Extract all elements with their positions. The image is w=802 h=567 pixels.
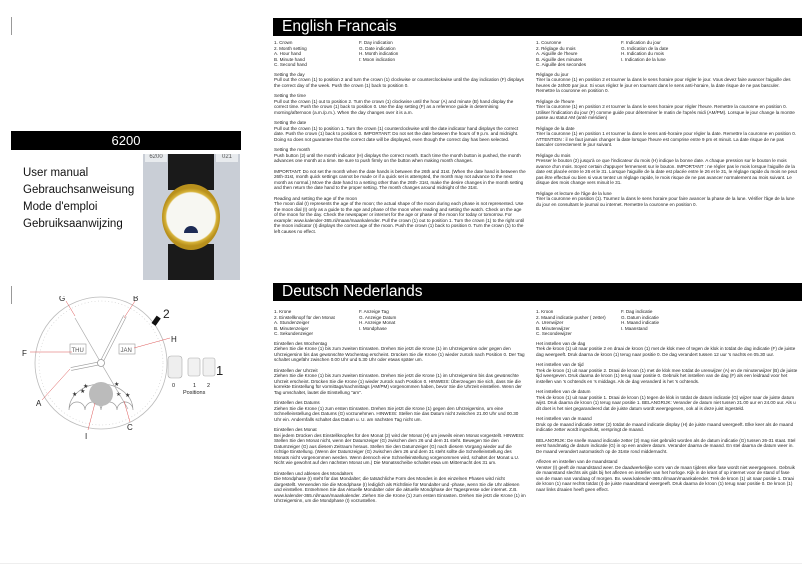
- paragraph-body: Presser le bouton (2) jusqu'à ce que l'indicateur du mois (H) indique la bonne date. A chaque pression sur le bouton le mois avance d'un mois. Soyez certain d'appuyer fermement sur le bouton. IMPORTANT : ne régler pas le mois lorsque l'aiguille de la date est placée entre le 26 et le 31. Lorsque l'aiguille de la date est placée entre le 26 et le 31, le réglage rapide du mois ne peut pas être effectué ou bien si vous tentez un réglage rapide, le mois risque de ne pas avancer normalement au mois suivant. Le disque des mois change vers minuit le 31.: [536, 158, 797, 185]
- paragraph-body: Ziehen Sie die Krone (1) bis zum zweiten Einrasten. Drehen Sie jetzt die Krone (1) im Uhrzeigersinn bis das gewünschte Uhrzeit erscheint. Drücken Sie die Krone (1) wieder zurück nach Position 0. HINWEIS: Überzeugen Sie sich, dass Sie die korrekte Einstellung für vormittags/nachmittags (AM/PM) vorgenommen haben, bevor Sie die Uhrzeit einstellen. Wenn der Tag umschaltet, lautet die Einstellung "am".: [274, 373, 522, 395]
- model-number-banner: [11, 131, 241, 150]
- paragraph-body: Trek de kroon (1) uit naar positie 2 en draai de kroon (1) met de klok mee of tegen de klok in totdat de dag indicatie (F) de juiste dag weergeeft. Druk daarna de kroon (1) terug naar positie 0. De dag verandert tussen 12 uur 's nachts en 05.30 uur.: [536, 346, 796, 357]
- paragraph-body: IMPORTANT: Do not set the month when the date hands is between the 26th and 31st. (When the date hand is between the 26th-31st, month quick settings cannot be made or if a quick set is attempted, the month may not advance to the next month as normal.) Move the date hand to a setting other than the 26th- 31st, make the desire changes in the month setting and then return the date hand to the proper setting. The month changes around midnight of the 31st.: [274, 168, 526, 190]
- english-legend: [274, 40, 444, 68]
- paragraph-heading: Het instellen van de datum: [536, 389, 591, 394]
- paragraph-heading: Réglage de la date: [536, 125, 575, 131]
- legend-item: I. Maanstand: [621, 325, 648, 331]
- label-b: B: [133, 296, 139, 303]
- label-c: C: [127, 423, 133, 432]
- paragraph-heading: Setting the date: [274, 120, 307, 125]
- legend-item: B. Minutenzeiger: [274, 325, 309, 331]
- dutch-column: [536, 309, 798, 497]
- moon-phase-window: [184, 226, 198, 233]
- legend-item: B. Minutenwijzer: [536, 325, 570, 331]
- paragraph-heading: Einstellen des Datums: [274, 400, 320, 405]
- legend-item: I. Mondphase: [359, 325, 387, 331]
- german-legend: [274, 309, 444, 337]
- legend-item: G. Datum indicatie: [621, 314, 659, 320]
- positions-label: Positions: [183, 390, 206, 396]
- manual-titles: [23, 165, 134, 233]
- paragraph-heading: Het instellen van de tijd: [536, 362, 584, 367]
- legend-item: B. Aiguille des minutes: [536, 56, 583, 62]
- photo-tag-left: 6200: [145, 154, 167, 162]
- paragraph-heading: Aflezen en instellen van de maandstand: [536, 459, 618, 464]
- english-column: [274, 40, 526, 239]
- label-h: H: [171, 335, 177, 344]
- paragraph-body: Venster (I) geeft de maandstand weer. De daadwerkelijke vorm van de maan tijdens elke fase wordt niet weergegeven. Gebruik de maanstand slechts als gids bij het aflezen en instellen van het horloge. Kijk in de krant of op internet voor de stand of fase van de maan van vandaag of morgen. Bv. www.kalender-365.nl/maan/maankalender. Trek de kroon (1) uit naar positie 1. Draai de kroon (1) naar rechts totdat (I) de juiste maandstand weergeeft. Druk daarna de kroon (1) terug naar positie 0. De kroon (1) naar links draaien heeft geen effect.: [536, 464, 795, 492]
- section-header-en-fr: [273, 18, 802, 36]
- legend-item: C. Aiguille des secondes: [536, 62, 587, 67]
- section-header-de-nl: [273, 283, 802, 301]
- paragraph-heading: Het instellen van de maand: [536, 416, 592, 421]
- paragraph-body: The moon dial (I) represents the age of the moon; the actual shape of the moon during each phase is not represented. Use the moon dial (I) only as a guide to the age and phase of the moon when reading and setting the watch. Check on the age of the moon for the day. Check the newspaper or internet for the age or phase of the moon for today or tomorrow. For example: www.kalender-365.nl/maan/maankalender. Pull the crown (1) out to position 1. Turn the crown (1) to the right until the moon indicator (I) displays the correct age of the moon. Push the crown (1) back to position 0. Turn the crown (1) to the left causes no effect.: [274, 201, 524, 234]
- legend-item: B. Minute hand: [274, 56, 305, 62]
- paragraph-body: Trek de kroon (1) uit naar positie 1. Draai de kroon (1) tegen de klok in totdat de datum indicatie (G) wijzer naar de juiste datum wijst. Druk daarna de kroon (1) terug naar positie 1. BELANGRIJK: Verander de datum niet tussen 21.00 uur en 24.00 uur. Als u dit doet is het niet gegarandeerd dat de juiste datum wordt weergegeven, ook al is deze juist ingesteld.: [536, 394, 796, 411]
- page-edge-mark-bottom: [11, 286, 12, 304]
- legend-item: A. Hour hand: [274, 51, 302, 56]
- legend-item: F. Dag indicatie: [621, 309, 653, 314]
- title-german: Gebrauchsanweisung: [23, 184, 135, 196]
- month-window-text: JAN: [120, 348, 132, 354]
- svg-text:★: ★: [72, 392, 78, 398]
- legend-item: H. Indication du mois: [621, 51, 664, 56]
- legend-item: 1. Kroon: [536, 309, 554, 314]
- svg-text:★: ★: [83, 384, 89, 390]
- legend-item: H. Maand indicatie: [621, 320, 660, 325]
- paragraph-heading: Setting the day: [274, 71, 305, 77]
- title-french: Mode d'emploi: [23, 201, 98, 213]
- legend-item: F. Day indication: [359, 40, 393, 45]
- label-g: G: [59, 296, 66, 303]
- legend-item: A. Stundenzeiger: [274, 320, 310, 325]
- model-number: 6200: [111, 133, 141, 148]
- legend-item: 2. Month setting: [274, 45, 307, 51]
- legend-item: F. Indication du jour: [621, 40, 661, 45]
- legend-item: A. Urenwijzer: [536, 320, 564, 325]
- position-0: 0: [172, 383, 176, 389]
- paragraph-body: Ziehen Sie die Krone (1) bis zum zweiten Einrasten. Drehen Sie jetzt die Krone (1) im Uhrzeigersinn oder gegen den Uhrzeigersinn bis das gewünschte Wochentag erscheint. Drücken Sie die Krone (1) wieder zurück nach Position 0. Der Tag schaltet ungefähr zwischen 0.00 Uhr und 5.30 Uhr oder etwas später um.: [274, 346, 525, 362]
- label-a: A: [36, 399, 42, 408]
- paragraph-body: Ziehen Sie die Krone (1) zum ersten Einrasten. Drehen Sie jetzt die Krone (1) gegen den Uhrzeigersinn, um eine Schnelleinstellung des Datums (G) vorzunehmen. HINWEIS: Stellen Sie das Datum nicht zwischen 21.00 Uhr und 00.30 Uhr ein. Andernfalls schaltet das Datum u. U. am nächsten Tag nicht um.: [274, 405, 519, 422]
- legend-item: C. Secondewijzer: [536, 331, 572, 336]
- watch-case: [162, 184, 220, 250]
- legend-item: A. Aiguille de l'heure: [536, 51, 578, 56]
- legend-item: 2. Réglage du mois: [536, 45, 576, 51]
- legend-item: 1. Couronne: [536, 40, 562, 45]
- paragraph-heading: Einstellen des Monat: [274, 427, 317, 432]
- paragraph-body: Tirer la couronne en position (1). Tournez la dans le sens horaire pour faire avancer la phase de la lune. Vérifier l'âge de la lune du jour en consultant le journal ou internet. Remettre la couronne en position 0.: [536, 196, 795, 207]
- position-2: 2: [207, 383, 211, 389]
- legend-item: C. Sekundenzeiger: [274, 331, 314, 336]
- paragraph-heading: Het instellen van de dag: [536, 340, 586, 346]
- legend-item: 2. Einstellknopf für den Monat: [274, 314, 335, 320]
- legend-item: C. Second hand: [274, 62, 307, 67]
- day-window-text: THU: [71, 348, 84, 354]
- label-pusher-2: 2: [163, 307, 170, 321]
- paragraph-body: Trek de kroon (1) uit naar positie 2. Draai de kroon (1) met de klok mee totdat de urenwijzer (A) en de minutenwijzer (B) de juiste tijd weergeven. Druk daarna de kroon (1) terug naar positie 0. Gebruik het instellen van de dag (F) als een leidraad voor het instellen van 's ochtends en 's middags. Als de dag veranderd is het 's ochtends.: [536, 367, 798, 384]
- legend-item: 1. Crown: [274, 40, 293, 45]
- legend-item: H. Month indication: [359, 51, 399, 56]
- title-dutch: Gebruiksaanwijzing: [23, 218, 123, 230]
- dutch-legend: [536, 309, 706, 337]
- legend-item: 1. Krone: [274, 309, 292, 314]
- legend-item: I: Moon indication: [359, 56, 396, 62]
- svg-text:★: ★: [114, 382, 120, 388]
- french-legend: [536, 40, 706, 68]
- legend-item: G. Date indication: [359, 45, 396, 51]
- paragraph-body: Tirer la couronne (1) en position 2 et tourner la dans le sens horaire pour régler l'heure. Remettre la couronne en position 0. Utiliser l'indication du jour (F) comme guide pour déterminer le matin de l'après midi (AM/PM). Lorsque le jour change la montre passe au statut AM (anté méridien): [536, 104, 795, 120]
- paragraph-body: Push button (2) until the month indicator (H) displays the correct month. Each time the month button is pushed, the month advances one month at a time. Be sure to push firmly on the button when making month changes.: [274, 152, 521, 163]
- paragraph-body: Druk op de maand indicatie zetter (2) totdat de maand indicatie display (H) de juiste maand weergeeft. Elke keer als de maand indicatie zetter wordt ingedrukt, verspringt de maand.: [536, 421, 794, 432]
- svg-text:★: ★: [80, 389, 86, 395]
- paragraph-heading: Einstellen der Uhrzeit: [274, 367, 318, 373]
- legend-item: G. Indication de la date: [621, 45, 669, 51]
- section-title-de-nl: Deutsch Nederlands: [282, 283, 423, 300]
- paragraph-body: Pull out the crown (1) out to position 2. Turn the crown (1) clockwise until the hour (A) and minute (B) hand display the correct time. Push the crown (1) back to position 0. Use the day setting (F) as a reference guide in determining morning/afternoon (a.m./p.m.). When the day changes over it is a.m.: [274, 98, 514, 115]
- paragraph-heading: Setting the time: [274, 93, 306, 98]
- page-edge-mark-top: [11, 17, 12, 35]
- paragraph-body: Tirer la couronne (1) en position 1 et tourner la dans le sens anti-horaire pour régler la date. Remettre la couronne en position 0. ATTENTION : il ne faut jamais changer la date lorsque l'heure est comprise entre 9 pm et minuit. La date risque de ne pas basculer correctement le jour suivant.: [536, 131, 797, 147]
- paragraph-heading: Réglage de l'heure: [536, 98, 575, 104]
- paragraph-heading: Reading and setting the age of the moon: [274, 195, 358, 201]
- title-english: User manual: [23, 167, 89, 179]
- watch-photo: [143, 154, 240, 280]
- legend-item: 2. Maand indicatie pusher ( zetter): [536, 314, 606, 320]
- paragraph-heading: Einstellen und ablesen des Mondalters: [274, 470, 353, 476]
- watch-diagram: [20, 296, 260, 496]
- position-1: 1: [193, 383, 197, 389]
- legend-item: F. Anzeige Tag: [359, 309, 389, 314]
- legend-item: G. Anzeige Datum: [359, 314, 397, 320]
- section-title-en-fr: English Francais: [282, 18, 397, 35]
- paragraph-heading: Réglage du mois: [536, 152, 571, 158]
- label-f: F: [22, 349, 27, 358]
- paragraph-heading: Réglage et lecture de l'âge de la lune: [536, 190, 612, 196]
- photo-tag-right: 021: [216, 154, 238, 162]
- label-i: I: [85, 432, 88, 441]
- paragraph-heading: Einstellen des Wochentag: [274, 340, 328, 346]
- paragraph-heading: Setting the month: [274, 147, 311, 152]
- paragraph-body: Die Mondphase (I) steht für das Mondalter; die tatsächliche Form des Mondes in den einzelnen Phasen wird nicht dargestellt. Verwenden Sie die Mondphase (I) lediglich als Richtlinie für Mondalter und -phase, wenn Sie die Uhr ablesen und einstellen. Entnehmen Sie das Aktuelle Mondalter oder die aktuelle Mondphase der Tagespresse oder internet. Z.B. www.kalender-365.nl/maan/maankalender. Ziehen Sie die Krone (1) zum ersten Einrasten. Drehen Sie jetzt die Krone (1) im Uhrzeigersinn, um die Mondphase (I) vorzustellen.: [274, 476, 526, 503]
- paragraph-body: Bei jedem Drücken des Einstellknopfes für den Monat (2) wird der Monat (H) um jeweils einen Monat vorgestellt. HINWEIS: Stellen Sie den Monat nicht, wenn der Datumzeiger (G) zwischen dem 26 und dem 31 steht. Bewegen Sie den Datumzeiger (G) aus diesem Zeitraum heraus. Stellen Sie den Datumzeiger (G) nach diesem Vorgang wieder auf die richtige Einstellung. (Wenn der Datumzeiger (G) zwischen dem 26 und dem 31 steht sollte die Schnelleinstellung des Monats nicht vorgenommen werden. Wenn dennoch eine Schnelleinstellung vorgenommen wird, schaltet der Monat u.U. Nicht wie gewohnt auf den nächsten Monat um.) Die Monatsscheibe schaltet etwa um Mitternacht des 31 um.: [274, 432, 525, 465]
- page-bottom-divider: [0, 563, 802, 564]
- paragraph-body: Pull out the crown (1) to position 1. Turn the crown (1) counterclockwise until the date indicator hand displays the correct date. Push the crown (1) back to position 0. IMPORTANT: Do not set the date between the hours of 9 p.m. and midnight. Doing so does not guarantee that the correct date will be displayed, even though the correct day has been selected.: [274, 125, 519, 142]
- paragraph-body: Pull out the crown (1) to position 2 and turn the crown (1) clockwise or counterclockwise until the day indication (F) displays the correct day of the week. Push the crown (1) back to position 0.: [274, 77, 524, 88]
- french-column: [536, 40, 798, 212]
- paragraph-body: Tirer la couronne (1) en position 2 et tourner la dans le sens horaire pour régler le jour. Vous devez faire avancer l'aiguille des heures de 24h00 par jour. Si vous réglez le jour en tournant dans le sens anti-horaire, la date risque de ne pas basculer. Remettre la couronne en position 0.: [536, 77, 791, 93]
- legend-item: H. Anzeige Monat: [359, 320, 396, 325]
- paragraph-body: BELANGRIJK: De snelle maand indicatie zetter (2) mag niet gebruikt worden als de datum indicatie (G) tussen 26-31 staat. Stel eerst handmatig de datum indicatie (G) in op een andere datum. Verander daarna de maand. En stel daarna de datum weer in. De maand verandert automatisch op de 31ste rond middernacht.: [536, 437, 796, 454]
- paragraph-heading: Réglage du jour: [536, 71, 569, 77]
- german-column: [274, 309, 526, 509]
- label-crown-1: 1: [216, 363, 224, 378]
- svg-text:★: ★: [116, 392, 122, 398]
- legend-item: I. Indication de la lune: [621, 56, 666, 62]
- svg-text:★: ★: [125, 393, 131, 399]
